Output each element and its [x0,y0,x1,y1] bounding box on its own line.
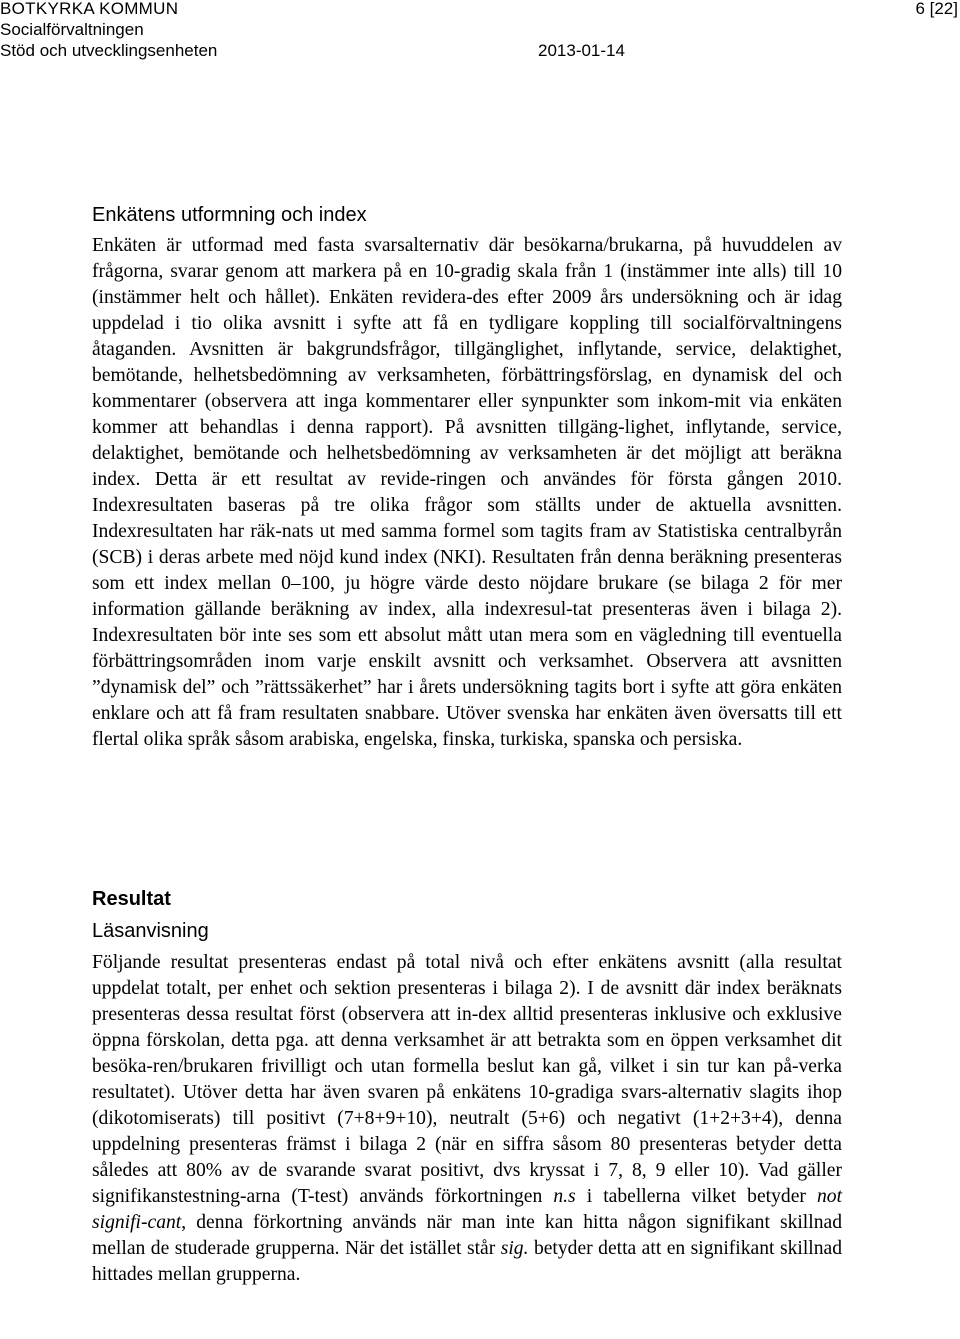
header-unit: Stöd och utvecklingsenheten [0,41,218,60]
reading-guide-text-a: Följande resultat presenteras endast på total nivå och efter enkätens avsnitt (alla resultat uppdelat totalt, per enhet och sektion presenteras i bilaga 2). I de avsnitt där index beräknats presenteras dessa resultat först (observera att in-dex alltid presenteras inklusive och exklusive öppna förskolan, detta pga. att denna verksamhet är att betrakta som en öppen verksamhet dit besöka-ren/brukaren frivilligt och utan formella beslut kan gå, vilket i sin tur kan på-verka resultatet). Utöver detta har även svaren på enkätens 10-gradiga svars-alternativ slagits ihop (dikotomiserats) till positivt (7+8+9+10), neutralt (5+6) och negativt (1+2+3+4), denna uppdelning presenteras främst i bilaga 2 (när en siffra såsom 80 presenteras betyder detta således att 80% av de svarande svarat positivt, dvs kryssat i 7, 8, 9 eller 10). Vad gäller signifikanstestning-arna (T-test) används förkortningen [92,952,842,1207]
survey-design-paragraph: Enkäten är utformad med fasta svarsalternativ där besökarna/brukarna, på huvuddelen av frågorna, svarar genom att markera på en 10-gradig skala från 1 (instämmer inte alls) till 10 (instämmer helt och hållet). Enkäten revidera-des efter 2009 års undersökning och är idag uppdelad i tio olika avsnitt i syfte att få en tydligare koppling till socialförvaltningens åtaganden. Avsnitten är bakgrundsfrågor, tillgänglighet, inflytande, service, delaktighet, bemötande, helhetsbedömning av verksamheten, förbättringsförslag, en dynamisk del och kommentarer (observera att inga kommentarer eller synpunkter som inkom-mit via enkäten kommer att behandlas i denna rapport). På avsnitten tillgäng-lighet, inflytande, service, delaktighet, bemötande och helhetsbedömning av verksamheten är det möjligt att beräkna index. Detta är ett resultat av revide-ringen och användes för första gången 2010. Indexresultaten baseras på tre olika frågor som ställts under de aktuella avsnitten. Indexresultaten har räk-nats ut med samma formel som tagits fram av Statistiska centralbyrån (SCB) i deras arbete med nöjd kund index (NKI). Resultaten från denna beräkning presenteras som ett index mellan 0–100, ju högre värde desto nöjdare brukare (se bilaga 2 för mer information gällande beräkning av index, alla indexresul-tat presenteras även i bilaga 2). Indexresultaten bör inte ses som ett absolut mått utan mera som en vägledning till eventuella förbättringsområden inom varje enskilt avsnitt och verksamhet. Observera att avsnitten ”dynamisk del” och ”rättssäkerhet” har i årets undersökning tagits bort i syfte att göra enkäten enklare och att få fram resultaten snabbare. Utöver svenska har enkäten även översatts till ett flertal olika språk såsom arabiska, engelska, finska, turkiska, spanska och persiska. [92,235,842,750]
reading-guide-heading: Läsanvisning [92,920,209,942]
results-heading: Resultat [92,888,171,910]
header-department: Socialförvaltningen [0,20,144,39]
section-heading-survey-design: Enkätens utformning och index [92,204,367,226]
header-page-number: 6 [22] [915,0,958,18]
reading-guide-text-b: i tabellerna vilket betyder [575,1186,817,1207]
reading-guide-paragraph [92,950,842,1288]
abbrev-sig: sig. [500,1238,529,1259]
abbrev-ns: n.s [553,1186,576,1207]
reading-guide-text-c: , denna förkortning används när man inte kan hitta någon signifikant skillnad mellan de studerade grupperna. När det istället står [92,1212,842,1259]
header-organization: BOTKYRKA KOMMUN [0,0,179,18]
header-date: 2013-01-14 [538,41,625,60]
term-not-significant: not signifi-cant [92,1186,843,1233]
reading-guide-text-d: betyder detta att en signifikant skillnad hittades mellan grupperna. [92,1238,842,1285]
